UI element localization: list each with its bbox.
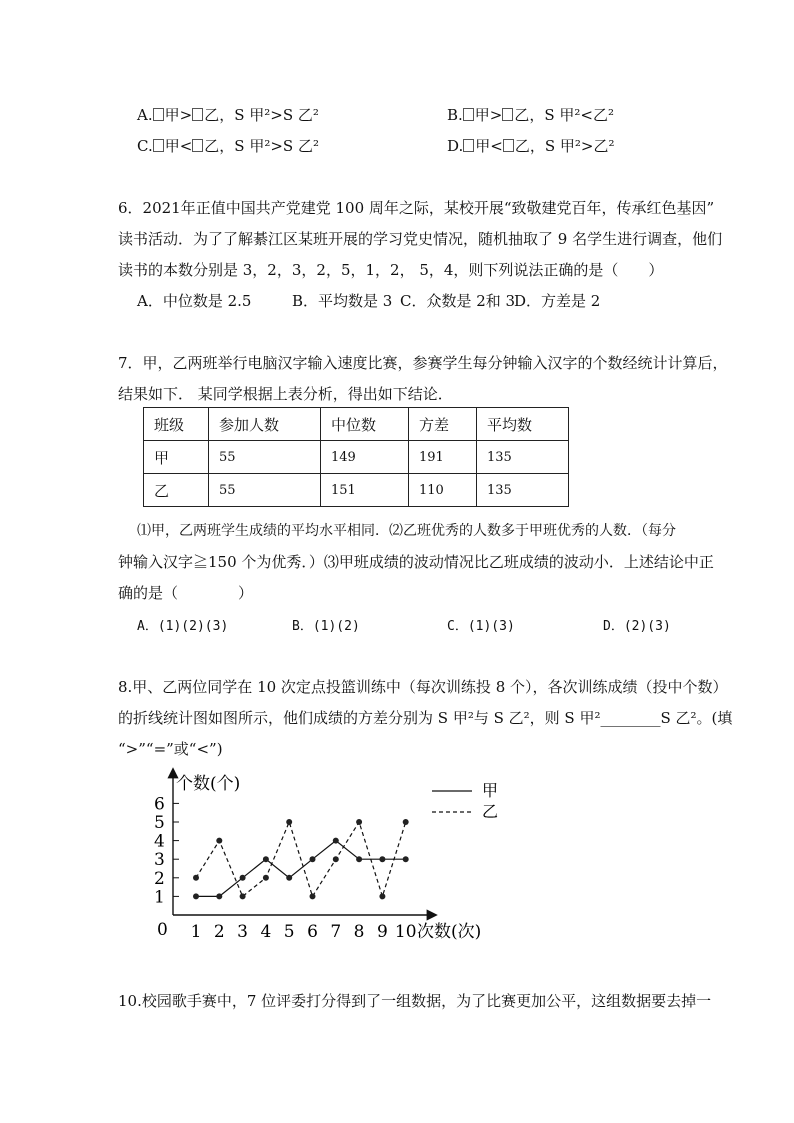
table-cell: 149 (321, 441, 409, 474)
placeholder-box-icon (503, 139, 514, 152)
x-tick-label: 8 (353, 922, 365, 942)
data-point (379, 893, 385, 899)
y-tick-label: 4 (154, 831, 165, 852)
q6-option-b: B．平均数是 3 (292, 292, 393, 310)
y-tick-label: 1 (154, 887, 165, 908)
line-chart (140, 765, 520, 950)
table-row (144, 441, 569, 474)
q5-option-b: B. 甲> 乙，S 甲²<乙² (447, 106, 615, 124)
data-point (193, 893, 199, 899)
q8-line-1: 8.甲、乙两位同学在 10 次定点投篮训练中（每次训练投 8 个），各次训练成绩（投中个数） (118, 678, 728, 696)
table-cell: 151 (321, 474, 409, 507)
table-cell: 135 (477, 474, 569, 507)
x-tick-label: 10 (394, 922, 417, 942)
data-point (216, 893, 222, 899)
q5-option-d: D. 甲< 乙，S 甲²>乙² (447, 137, 615, 155)
data-point (263, 856, 269, 862)
table-header: 参加人数 (209, 408, 321, 441)
table-cell: 甲 (144, 441, 209, 474)
table-cell: 55 (209, 474, 321, 507)
q8-line-3: “>”“=”或“<”) (118, 740, 223, 758)
data-point (310, 893, 316, 899)
q7-option-d: D．(2)(3) (603, 619, 671, 634)
q7-line-4: 钟输入汉字≧150 个为优秀．）⑶甲班成绩的波动情况比乙班成绩的波动小．上述结论中正 (118, 553, 714, 571)
y-tick-label: 6 (154, 794, 165, 815)
data-point (356, 819, 362, 825)
placeholder-box-icon (463, 108, 474, 121)
x-tick-label: 3 (237, 922, 249, 942)
table-header: 中位数 (321, 408, 409, 441)
table-cell: 55 (209, 441, 321, 474)
q6-line-2: 读书活动．为了了解綦江区某班开展的学习党史情况，随机抽取了 9 名学生进行调查，他们 (118, 230, 723, 248)
y-tick-label: 5 (154, 813, 165, 833)
q7-option-b: B．(1)(2) (292, 619, 360, 634)
q7-line-2: 结果如下． 某同学根据上表分析，得出如下结论． (118, 385, 453, 403)
y-tick-label: 2 (154, 868, 165, 889)
table-header: 班级 (144, 408, 209, 441)
q5-option-c: C. 甲< 乙，S 甲²>S 乙² (137, 137, 319, 155)
data-point (240, 893, 246, 899)
placeholder-box-icon (153, 108, 164, 121)
data-point (403, 819, 409, 825)
x-tick-label: 4 (260, 922, 272, 942)
data-point (286, 875, 292, 881)
data-point (286, 819, 292, 825)
table-header: 平均数 (477, 408, 569, 441)
placeholder-box-icon (502, 108, 513, 121)
data-point (403, 856, 409, 862)
x-tick-label: 1 (190, 922, 202, 942)
table-cell: 135 (477, 441, 569, 474)
data-point (333, 856, 339, 862)
q6-option-c: C．众数是 2和 3 (400, 292, 516, 310)
q6-line-1: 6．2021年正值中国共产党建党 100 周年之际，某校开展“致敬建党百年，传承红色基因” (118, 199, 715, 217)
score-table (143, 407, 569, 507)
q7-option-a: A．(1)(2)(3) (137, 619, 229, 634)
table-header: 方差 (409, 408, 477, 441)
table-header-row (144, 408, 569, 441)
data-point (310, 856, 316, 862)
data-point (240, 875, 246, 881)
data-point (379, 856, 385, 862)
data-point (333, 838, 339, 844)
q7-line-5: 确的是（ ） (118, 584, 254, 602)
x-tick-label: 7 (330, 922, 342, 942)
data-point (263, 875, 269, 881)
y-axis-label: 个数(个) (176, 774, 241, 794)
legend-label-yi: 乙 (482, 802, 499, 821)
q8-line-2: 的折线统计图如图所示，他们成绩的方差分别为 S 甲²与 S 乙²，则 S 甲²________S 乙²。(填 (118, 709, 733, 727)
placeholder-box-icon (463, 139, 474, 152)
x-tick-label: 5 (283, 922, 295, 942)
q5-option-a: A. 甲> 乙，S 甲²>S 乙² (137, 106, 319, 124)
q7-option-c: C．(1)(3) (447, 619, 515, 634)
data-point (193, 875, 199, 881)
q7-line-1: 7．甲，乙两班举行电脑汉字输入速度比赛，参赛学生每分钟输入汉字的个数经统计计算后， (118, 354, 728, 372)
x-tick-label: 2 (213, 922, 225, 942)
q6-option-a: A．中位数是 2.5 (137, 292, 252, 310)
placeholder-box-icon (192, 139, 203, 152)
placeholder-box-icon (153, 139, 164, 152)
q10-line-1: 10.校园歌手赛中，7 位评委打分得到了一组数据，为了比赛更加公平，这组数据要去掉一 (118, 992, 712, 1010)
table-cell: 乙 (144, 474, 209, 507)
origin-label: 0 (157, 920, 168, 940)
x-tick-label: 9 (376, 922, 388, 942)
table-row (144, 474, 569, 507)
legend-label-jia: 甲 (482, 781, 499, 800)
x-tick-label: 6 (307, 922, 318, 942)
q6-option-d: D．方差是 2 (514, 292, 601, 310)
y-tick-label: 3 (154, 850, 165, 871)
x-axis-label: 次数(次) (417, 922, 482, 942)
placeholder-box-icon (192, 108, 203, 121)
table-cell: 110 (409, 474, 477, 507)
q6-line-3: 读书的本数分别是 3，2，3，2，5，1，2， 5，4，则下列说法正确的是（ ） (118, 261, 664, 279)
data-point (216, 838, 222, 844)
data-point (356, 856, 362, 862)
table-cell: 191 (409, 441, 477, 474)
q7-line-3: ⑴甲，乙两班学生成绩的平均水平相同．⑵乙班优秀的人数多于甲班优秀的人数．（每分 (137, 523, 676, 539)
